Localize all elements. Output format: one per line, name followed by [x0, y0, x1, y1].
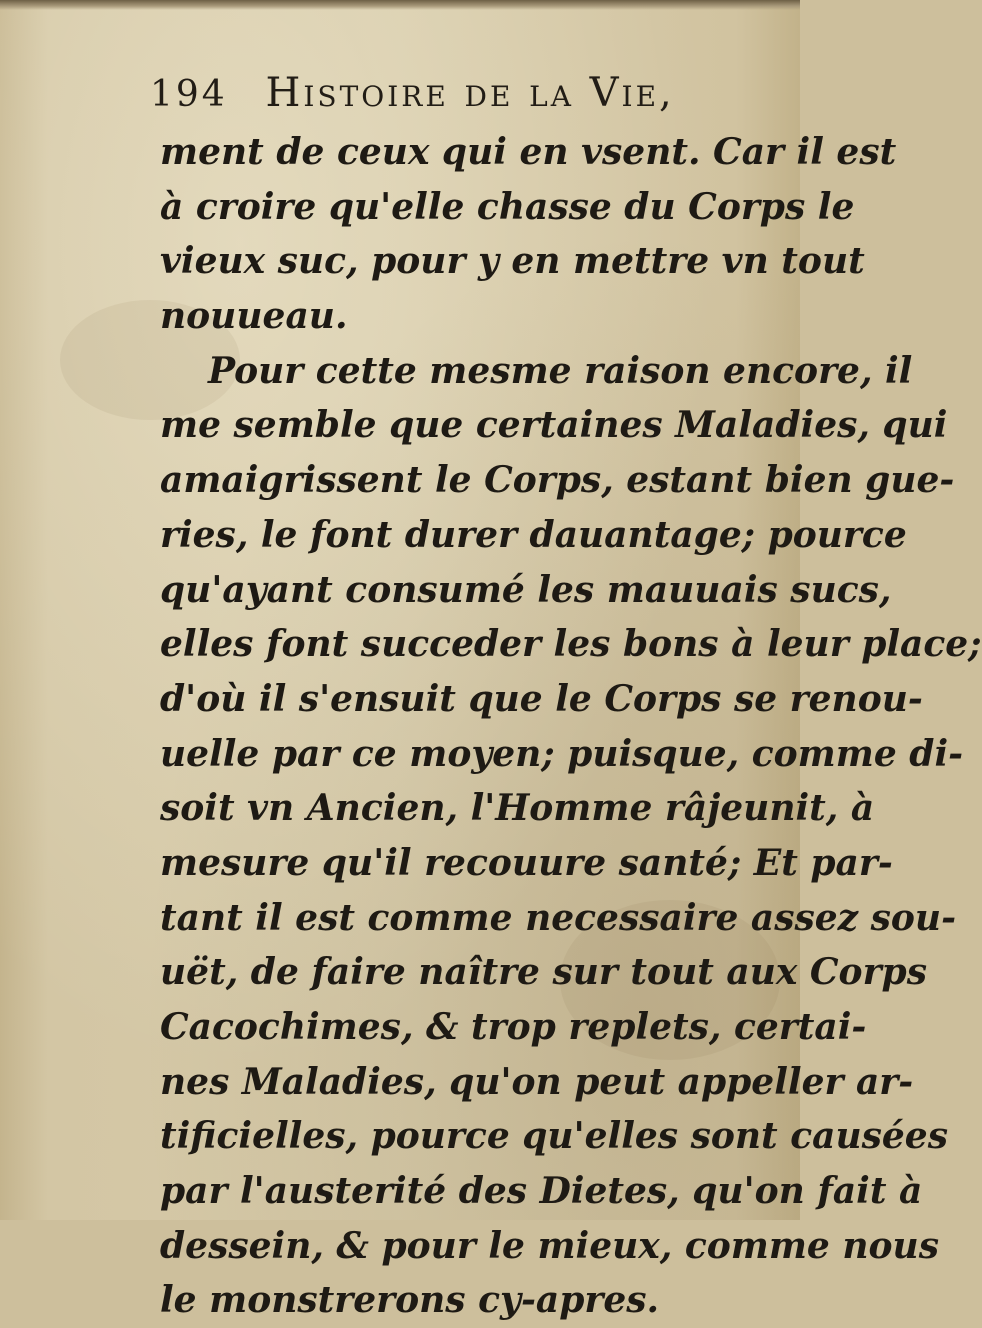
text-line: vieux suc, pour y en mettre vn tout	[160, 240, 865, 283]
text-line: qu'ayant consumé les mauuais sucs,	[160, 568, 892, 611]
text-line: nes Maladies, qu'on peut appeller ar-	[160, 1060, 914, 1103]
text-line: ries, le font durer dauantage; pource	[160, 513, 907, 556]
text-line: ment de ceux qui en vsent. Car il est	[160, 131, 897, 173]
text-line: elles font succeder les bons à leur place;	[160, 623, 982, 666]
text-line: le monstrerons cy-apres.	[160, 1279, 660, 1322]
running-head	[150, 70, 710, 126]
text-line: à croire qu'elle chasse du Corps le	[160, 185, 855, 228]
page-top-edge	[0, 0, 800, 10]
text-line: me semble que certaines Maladies, qui	[160, 404, 948, 447]
text-line: d'où il s'ensuit que le Corps se renou-	[160, 677, 923, 720]
text-line: Cacochimes, & trop replets, certai-	[160, 1006, 867, 1048]
text-line: par l'austerité des Dietes, qu'on fait à	[160, 1170, 923, 1213]
page-number: 194	[150, 74, 228, 115]
page-title: Histoire de la Vie,	[265, 70, 675, 116]
text-line: nouueau.	[160, 295, 348, 338]
text-line: amaigrissent le Corps, estant bien gue-	[160, 459, 955, 502]
text-line: tant il est comme necessaire assez sou-	[160, 896, 957, 939]
text-line: dessein, & pour le mieux, comme nous	[160, 1224, 939, 1267]
text-line: tificielles, pource qu'elles sont causées	[160, 1115, 948, 1158]
body-text	[160, 125, 982, 1328]
text-line: uelle par ce moyen; puisque, comme di-	[160, 732, 964, 775]
text-line: mesure qu'il recouure santé; Et par-	[160, 841, 893, 884]
text-line: soit vn Ancien, l'Homme râjeunit, à	[160, 787, 875, 830]
text-line: Pour cette mesme raison encore, il	[208, 349, 913, 392]
text-line: uët, de faire naître sur tout aux Corps	[160, 951, 927, 994]
